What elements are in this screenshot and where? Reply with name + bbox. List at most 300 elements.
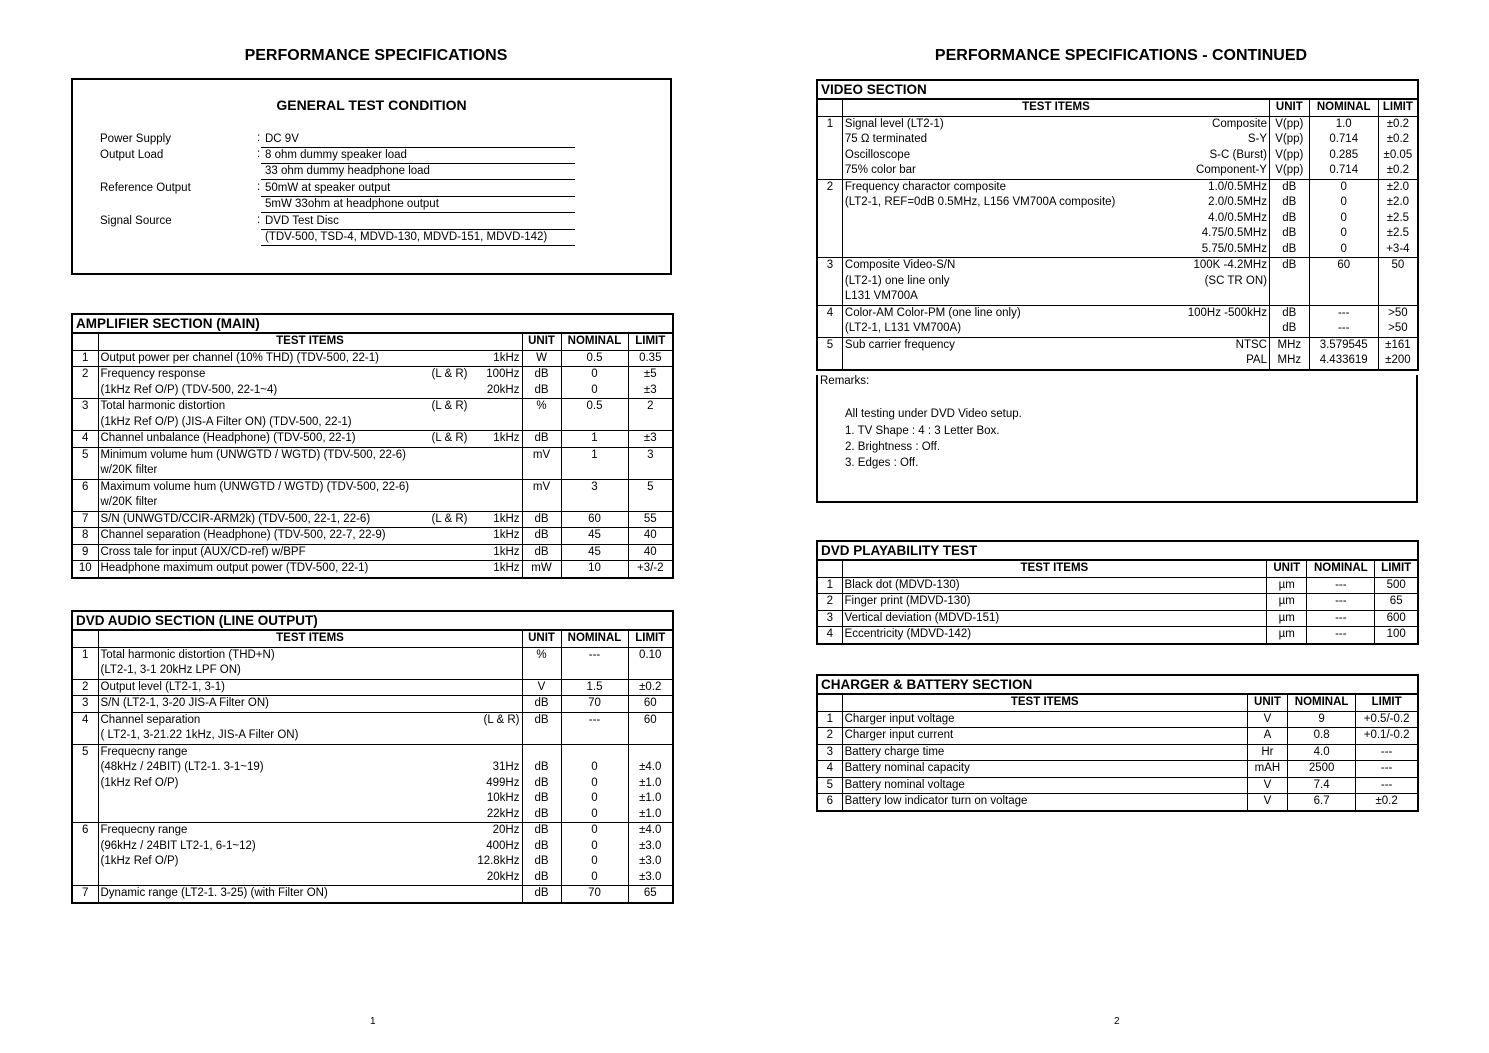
row-nominal: 0: [1309, 211, 1378, 227]
row-unit: dB: [522, 870, 561, 886]
row-nominal: 0: [561, 870, 628, 886]
col-test-items: TEST ITEMS: [842, 560, 1267, 577]
row-limit: ±5: [628, 367, 673, 383]
row-limit: >50: [1378, 305, 1418, 321]
general-row: [73, 214, 670, 230]
row-limit: ±1.0: [628, 807, 673, 823]
row-limit: +3/-2: [628, 561, 673, 578]
general-label: Signal Source: [100, 215, 172, 227]
row-nominal: 3.579545: [1309, 337, 1378, 353]
test-item-text: Total harmonic distortion (THD+N): [100, 648, 275, 661]
row-nominal: 1: [561, 447, 628, 463]
test-item-text: Color-AM Color-PM (one line only): [844, 306, 1021, 319]
row-unit: V: [1247, 777, 1287, 794]
row-nominal: 0.285: [1309, 148, 1378, 164]
test-item-text: Oscilloscope: [844, 148, 911, 161]
row-nominal: 10: [561, 561, 628, 578]
test-item-text: Channel separation: [100, 713, 201, 726]
row-test-item: [98, 854, 522, 870]
test-item-text: Frequecny range: [100, 824, 188, 836]
test-frequency: 1kHz: [493, 432, 520, 444]
test-frequency: 22kHz: [486, 807, 520, 820]
test-item-text: L131 VM700A: [844, 290, 918, 302]
row-number: 2: [72, 367, 98, 383]
row-nominal: 0: [561, 383, 628, 399]
test-condition: (L & R): [431, 512, 468, 525]
table-row: [72, 495, 673, 511]
remarks-line: 2. Brightness : Off.: [845, 441, 941, 453]
row-test-item: [842, 777, 1247, 794]
row-test-item: [98, 791, 522, 807]
table-row: [72, 350, 673, 367]
row-nominal: [561, 495, 628, 511]
row-nominal: 0: [561, 823, 628, 839]
table-row: [72, 776, 673, 792]
row-limit: [628, 663, 673, 679]
row-number: 2: [817, 179, 842, 195]
row-test-item: [842, 305, 1269, 321]
test-item-text: (1kHz Ref O/P): [100, 776, 179, 789]
row-unit: µm: [1267, 627, 1307, 644]
row-limit: ±161: [1378, 337, 1418, 353]
row-test-item: [842, 132, 1269, 148]
col-unit: UNIT: [522, 630, 561, 647]
row-test-item: [842, 163, 1269, 179]
table-row: [817, 211, 1418, 227]
general-test-condition-title: GENERAL TEST CONDITION: [276, 97, 467, 113]
test-item-text: Vertical deviation (MDVD-151): [844, 611, 1000, 624]
table-row: [817, 226, 1418, 242]
row-number: 1: [72, 647, 98, 663]
row-test-item: [98, 561, 522, 578]
col-nominal: NOMINAL: [561, 333, 628, 350]
table-row: [72, 679, 673, 696]
row-test-item: [842, 337, 1269, 353]
row-unit: [522, 463, 561, 479]
row-unit: V(pp): [1269, 163, 1309, 179]
row-limit: [1378, 274, 1418, 290]
dvd-audio-section-title: DVD AUDIO SECTION (LINE OUTPUT): [72, 611, 673, 630]
row-test-item: [842, 728, 1247, 745]
row-nominal: ---: [1309, 305, 1378, 321]
row-nominal: 0.5: [561, 399, 628, 415]
row-test-item: [842, 226, 1269, 242]
col-nominal: NOMINAL: [1307, 560, 1375, 577]
row-test-item: [98, 544, 522, 561]
row-test-item: [98, 728, 522, 744]
row-limit: 3: [628, 447, 673, 463]
row-unit: A: [1247, 728, 1287, 745]
row-nominal: 0: [561, 839, 628, 855]
row-unit: dB: [522, 528, 561, 545]
general-row: [73, 132, 670, 148]
row-nominal: 70: [561, 696, 628, 713]
row-number: 5: [817, 337, 842, 353]
row-test-item: [842, 195, 1269, 211]
row-number: 1: [817, 577, 842, 594]
page-title-right: PERFORMANCE SPECIFICATIONS - CONTINUED: [934, 47, 1308, 64]
row-limit: ±0.05: [1378, 148, 1418, 164]
row-test-item: [98, 870, 522, 886]
row-unit: dB: [1269, 179, 1309, 195]
page-number-right: 2: [1114, 1016, 1120, 1027]
row-test-item: [98, 350, 522, 367]
test-item-text: Frequency response: [100, 368, 206, 380]
row-test-item: [842, 744, 1247, 761]
row-unit: V(pp): [1269, 148, 1309, 164]
row-number: 10: [72, 561, 98, 578]
general-value: 5mW 33ohm at headphone output: [261, 197, 575, 213]
page-number-left: 1: [370, 1016, 376, 1027]
table-row: [817, 761, 1418, 778]
row-number: 6: [72, 479, 98, 495]
row-limit: ±3.0: [628, 839, 673, 855]
row-limit: 100: [1375, 627, 1418, 644]
row-nominal: 0: [1309, 242, 1378, 258]
row-limit: [628, 495, 673, 511]
col-unit: UNIT: [522, 333, 561, 350]
row-number: [817, 148, 842, 164]
col-nominal: NOMINAL: [561, 630, 628, 647]
row-limit: ±0.2: [1378, 163, 1418, 179]
table-row: [817, 321, 1418, 337]
table-row: [817, 627, 1418, 644]
row-unit: µm: [1267, 594, 1307, 611]
row-limit: [628, 463, 673, 479]
table-row: [817, 289, 1418, 305]
row-test-item: [842, 794, 1247, 811]
test-frequency: 1kHz: [493, 512, 520, 525]
video-section-title: VIDEO SECTION: [817, 80, 1418, 99]
row-limit: 65: [628, 886, 673, 903]
row-limit: ±1.0: [628, 776, 673, 792]
col-unit: UNIT: [1247, 694, 1287, 711]
table-row: [817, 353, 1418, 370]
row-number: 4: [72, 712, 98, 728]
row-number: [817, 289, 842, 305]
row-nominal: 70: [561, 886, 628, 903]
row-unit: V(pp): [1269, 116, 1309, 132]
row-test-item: [842, 610, 1267, 627]
col-nominal: NOMINAL: [1309, 99, 1378, 116]
row-limit: ±4.0: [628, 823, 673, 839]
table-row: [72, 760, 673, 776]
test-item-text: Battery nominal capacity: [844, 762, 970, 774]
row-test-item: [842, 116, 1269, 132]
row-limit: 60: [628, 696, 673, 713]
row-test-item: [98, 744, 522, 760]
test-item-text: Battery charge time: [844, 745, 945, 758]
row-test-item: [98, 839, 522, 855]
row-limit: ±0.2: [628, 679, 673, 696]
row-test-item: [98, 479, 522, 495]
test-item-text: Eccentricity (MDVD-142): [844, 628, 972, 640]
remarks-line: 3. Edges : Off.: [845, 457, 919, 469]
remarks-line: All testing under DVD Video setup.: [845, 408, 1022, 420]
row-test-item: [842, 242, 1269, 258]
row-limit: ±0.2: [1356, 794, 1418, 811]
charger-battery-table: [816, 674, 1419, 812]
test-item-text: (LT2-1, REF=0dB 0.5MHz, L156 VM700A composite): [844, 196, 1116, 208]
table-row: [817, 577, 1418, 594]
row-number: [72, 728, 98, 744]
table-row: [817, 163, 1418, 179]
row-number: 4: [817, 305, 842, 321]
test-condition: 100K -4.2MHz: [1193, 259, 1267, 271]
test-item-text: Battery low indicator turn on voltage: [844, 795, 1028, 807]
row-unit: dB: [522, 791, 561, 807]
row-test-item: [98, 495, 522, 511]
row-unit: dB: [522, 886, 561, 903]
row-unit: dB: [522, 854, 561, 870]
table-row: [72, 839, 673, 855]
row-nominal: 0: [561, 367, 628, 383]
row-unit: Hr: [1247, 744, 1287, 761]
row-unit: [522, 495, 561, 511]
row-test-item: [98, 696, 522, 713]
test-condition: S-Y: [1247, 133, 1267, 145]
row-test-item: [842, 211, 1269, 227]
table-row: [817, 610, 1418, 627]
row-number: 7: [72, 886, 98, 903]
video-remarks-box: [816, 375, 1418, 503]
general-value: DVD Test Disc: [261, 214, 575, 230]
test-frequency: 20kHz: [486, 383, 520, 396]
table-row: [72, 463, 673, 479]
row-test-item: [98, 679, 522, 696]
test-item-text: Frequecny range: [100, 745, 188, 758]
test-item-text: Cross tale for input (AUX/CD-ref) w/BPF: [100, 545, 306, 558]
table-row: [72, 383, 673, 399]
row-number: 4: [817, 627, 842, 644]
general-row: [73, 230, 670, 246]
row-unit: dB: [522, 431, 561, 448]
general-value: 50mW at speaker output: [261, 181, 575, 197]
row-number: 2: [817, 594, 842, 611]
row-number: [817, 274, 842, 290]
test-item-text: w/20K filter: [100, 496, 158, 508]
row-test-item: [98, 712, 522, 728]
col-test-items: TEST ITEMS: [842, 694, 1247, 711]
row-nominal: ---: [1307, 610, 1375, 627]
col-limit: LIMIT: [1356, 694, 1418, 711]
row-nominal: [1309, 274, 1378, 290]
test-item-text: Output power per channel (10% THD) (TDV-500, 22-1): [100, 351, 379, 364]
row-limit: 0.35: [628, 350, 673, 367]
general-colon: :: [257, 181, 261, 193]
row-number: [72, 415, 98, 431]
row-nominal: 4.433619: [1309, 353, 1378, 370]
row-limit: 40: [628, 544, 673, 561]
dvd-audio-section-table: [71, 610, 674, 904]
row-unit: V: [522, 679, 561, 696]
col-test-items: TEST ITEMS: [98, 333, 522, 350]
row-nominal: 6.7: [1288, 794, 1356, 811]
row-unit: dB: [522, 839, 561, 855]
row-limit: 5: [628, 479, 673, 495]
row-limit: [628, 415, 673, 431]
row-unit: dB: [522, 544, 561, 561]
row-limit: 60: [628, 712, 673, 728]
row-test-item: [842, 258, 1269, 274]
row-nominal: 2500: [1288, 761, 1356, 778]
row-number: [817, 353, 842, 370]
table-row: [817, 777, 1418, 794]
row-number: [817, 132, 842, 148]
row-test-item: [842, 289, 1269, 305]
remarks-line: 1. TV Shape : 4 : 3 Letter Box.: [845, 425, 1000, 437]
row-number: 2: [817, 728, 842, 745]
row-test-item: [98, 367, 522, 383]
row-limit: ±2.5: [1378, 226, 1418, 242]
table-row: [817, 132, 1418, 148]
row-limit: ±3: [628, 431, 673, 448]
row-unit: dB: [1269, 321, 1309, 337]
row-test-item: [842, 321, 1269, 337]
test-item-text: (LT2-1) one line only: [844, 274, 950, 287]
row-number: [72, 495, 98, 511]
test-condition: PAL: [1246, 354, 1267, 366]
row-number: [817, 211, 842, 227]
row-number: [72, 870, 98, 886]
row-number: [817, 321, 842, 337]
test-item-text: (1kHz Ref O/P): [100, 855, 179, 867]
row-number: [72, 760, 98, 776]
test-item-text: (LT2-1, 3-1 20kHz LPF ON): [100, 664, 241, 676]
row-number: [817, 242, 842, 258]
row-unit: dB: [522, 367, 561, 383]
row-limit: ±3.0: [628, 854, 673, 870]
row-unit: dB: [1269, 211, 1309, 227]
table-row: [817, 744, 1418, 761]
general-value: DC 9V: [261, 132, 575, 148]
test-condition: 100Hz -500kHz: [1187, 306, 1267, 319]
row-number: 9: [72, 544, 98, 561]
remarks-label: Remarks:: [820, 375, 870, 387]
amplifier-section-table: [71, 313, 674, 579]
row-nominal: 9: [1288, 711, 1356, 728]
table-row: [72, 431, 673, 448]
row-number: [817, 163, 842, 179]
row-nominal: ---: [561, 712, 628, 728]
row-nominal: [561, 415, 628, 431]
row-unit: dB: [522, 760, 561, 776]
table-row: [72, 870, 673, 886]
table-row: [72, 544, 673, 561]
row-nominal: 45: [561, 544, 628, 561]
table-row: [72, 663, 673, 679]
row-limit: 55: [628, 511, 673, 528]
row-nominal: 0: [561, 807, 628, 823]
row-limit: 50: [1378, 258, 1418, 274]
row-limit: 2: [628, 399, 673, 415]
col-limit: LIMIT: [628, 333, 673, 350]
table-row: [817, 794, 1418, 811]
row-nominal: 1.5: [561, 679, 628, 696]
test-condition: 4.0/0.5MHz: [1208, 211, 1267, 224]
row-unit: [522, 744, 561, 760]
page-title-left: PERFORMANCE SPECIFICATIONS: [244, 47, 508, 64]
row-nominal: ---: [1307, 594, 1375, 611]
row-test-item: [98, 647, 522, 663]
test-item-text: Channel unbalance (Headphone) (TDV-500, 22-1): [100, 432, 356, 444]
test-frequency: 400Hz: [486, 839, 520, 852]
test-item-text: 75 Ω terminated: [844, 133, 928, 145]
row-limit: ±0.2: [1378, 116, 1418, 132]
row-number: 4: [72, 431, 98, 448]
row-limit: +0.1/-0.2: [1356, 728, 1418, 745]
col-unit: UNIT: [1267, 560, 1307, 577]
row-unit: %: [522, 399, 561, 415]
row-number: 3: [72, 696, 98, 713]
row-limit: [628, 744, 673, 760]
row-test-item: [842, 274, 1269, 290]
row-test-item: [842, 761, 1247, 778]
row-nominal: 0: [561, 760, 628, 776]
row-nominal: 60: [1309, 258, 1378, 274]
row-unit: mAH: [1247, 761, 1287, 778]
table-row: [72, 479, 673, 495]
table-row: [817, 305, 1418, 321]
table-row: [817, 274, 1418, 290]
test-frequency: 1kHz: [493, 351, 520, 364]
row-unit: mW: [522, 561, 561, 578]
test-item-text: S/N (LT2-1, 3-20 JIS-A Filter ON): [100, 697, 269, 709]
test-frequency: 1kHz: [493, 545, 520, 558]
row-nominal: 45: [561, 528, 628, 545]
row-nominal: 7.4: [1288, 777, 1356, 794]
test-item-text: Total harmonic distortion: [100, 400, 226, 412]
test-frequency: 10kHz: [486, 792, 520, 804]
row-test-item: [98, 431, 522, 448]
row-limit: ±3: [628, 383, 673, 399]
row-test-item: [98, 399, 522, 415]
row-nominal: ---: [1309, 321, 1378, 337]
test-item-text: Finger print (MDVD-130): [844, 595, 971, 607]
table-row: [72, 367, 673, 383]
table-row: [817, 242, 1418, 258]
row-limit: ±0.2: [1378, 132, 1418, 148]
table-row: [72, 807, 673, 823]
table-row: [817, 116, 1418, 132]
table-row: [72, 744, 673, 760]
row-nominal: 0.8: [1288, 728, 1356, 745]
row-number: 6: [817, 794, 842, 811]
test-condition: (L & R): [431, 400, 468, 412]
row-number: [72, 663, 98, 679]
row-number: 2: [72, 679, 98, 696]
row-nominal: 0.714: [1309, 132, 1378, 148]
col-limit: LIMIT: [1375, 560, 1418, 577]
row-limit: +0.5/-0.2: [1356, 711, 1418, 728]
test-item-text: (48kHz / 24BIT) (LT2-1. 3-1~19): [100, 761, 264, 773]
row-unit: dB: [1269, 226, 1309, 242]
row-number: 1: [817, 711, 842, 728]
test-item-text: (1kHz Ref O/P) (TDV-500, 22-1~4): [100, 383, 278, 396]
row-test-item: [98, 807, 522, 823]
row-nominal: 4.0: [1288, 744, 1356, 761]
row-unit: [1269, 274, 1309, 290]
row-test-item: [98, 663, 522, 679]
row-limit: ±3.0: [628, 870, 673, 886]
row-unit: %: [522, 647, 561, 663]
row-nominal: 3: [561, 479, 628, 495]
general-row: [73, 181, 670, 197]
row-test-item: [98, 447, 522, 463]
row-limit: ±200: [1378, 353, 1418, 370]
row-number: 5: [817, 777, 842, 794]
table-row: [72, 561, 673, 578]
